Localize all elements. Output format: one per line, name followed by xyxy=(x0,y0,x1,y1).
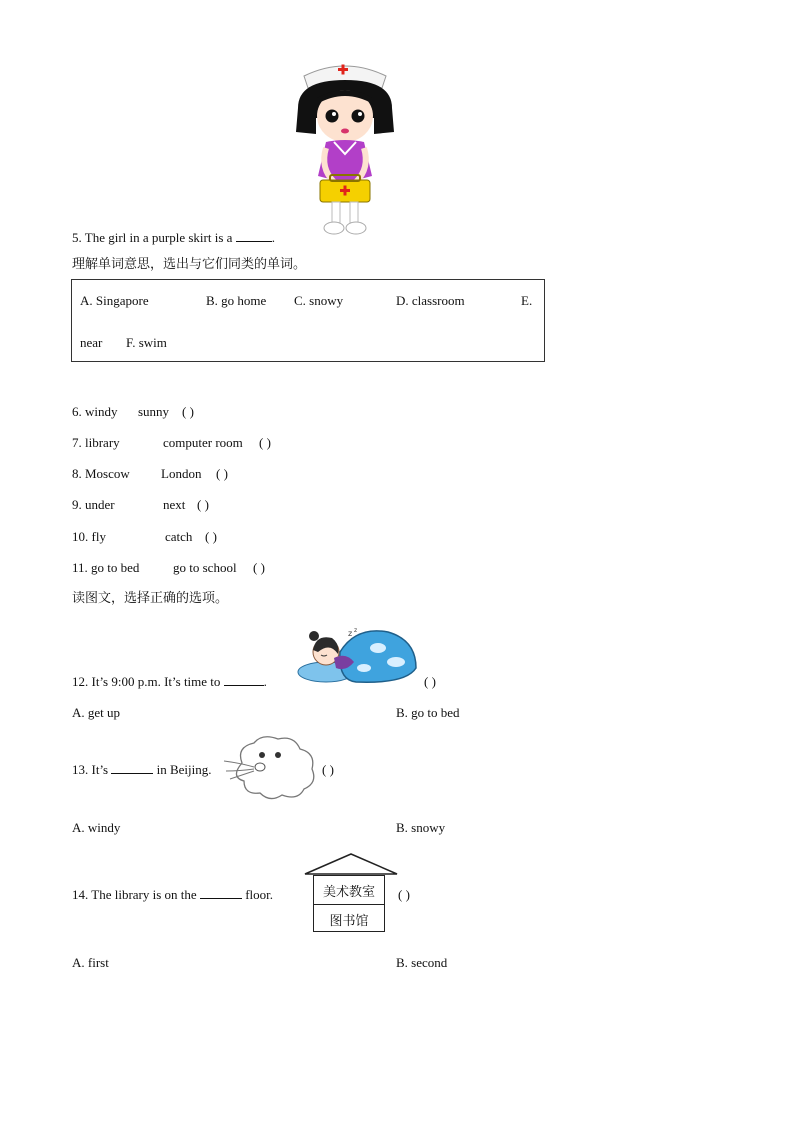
question-6-answer-parens[interactable]: ( ) xyxy=(182,404,194,419)
question-6-word1: 6. windy xyxy=(72,404,118,419)
answer-blank[interactable] xyxy=(236,230,272,242)
question-7-word2: computer room xyxy=(163,435,243,450)
floor-2-label: 美术教室 xyxy=(314,876,384,905)
option-e-word: near xyxy=(80,335,103,350)
question-9-word1: 9. under xyxy=(72,497,115,512)
question-14-option-a[interactable]: A. first xyxy=(72,955,109,970)
question-9-answer-parens[interactable]: ( ) xyxy=(197,497,209,512)
floor-1-label: 图书馆 xyxy=(329,913,369,929)
option-b: B. go home xyxy=(206,293,267,308)
question-8-answer-parens[interactable]: ( ) xyxy=(216,466,228,481)
answer-blank[interactable] xyxy=(224,674,264,686)
question-11-answer-parens[interactable]: ( ) xyxy=(253,560,265,575)
building-roof-icon xyxy=(303,852,399,876)
question-6-word2: sunny xyxy=(138,404,170,419)
question-5-end: . xyxy=(271,230,275,245)
question-11-word1: 11. go to bed xyxy=(72,560,140,575)
question-12-option-b[interactable]: B. go to bed xyxy=(396,705,460,720)
question-14-end: floor. xyxy=(241,887,273,902)
question-13-option-a[interactable]: A. windy xyxy=(72,820,121,835)
sleeping-girl-illustration xyxy=(296,622,420,686)
question-5 xyxy=(72,230,275,246)
question-11-word2: go to school xyxy=(173,560,237,575)
question-12-end: . xyxy=(263,674,267,689)
question-14-text: 14. The library is on the xyxy=(72,887,200,902)
windy-cloud-illustration xyxy=(222,733,318,803)
answer-blank[interactable] xyxy=(200,887,242,899)
question-14-option-b[interactable]: B. second xyxy=(396,955,448,970)
option-d: D. classroom xyxy=(396,293,465,308)
section-instruction-classify: 理解单词意思，选出与它们同类的单词。 xyxy=(72,257,307,272)
question-5-text: 5. The girl in a purple skirt is a xyxy=(72,230,236,245)
question-10-word2: catch xyxy=(165,529,193,544)
question-13-option-b[interactable]: B. snowy xyxy=(396,820,446,835)
question-12-option-a[interactable]: A. get up xyxy=(72,705,121,720)
nurse-girl-illustration xyxy=(290,58,400,238)
question-14-answer-parens[interactable]: ( ) xyxy=(398,887,410,902)
question-13-text: 13. It’s xyxy=(72,762,112,777)
question-10-answer-parens[interactable]: ( ) xyxy=(205,529,217,544)
question-13 xyxy=(72,762,212,778)
question-12 xyxy=(72,674,267,690)
question-7-answer-parens[interactable]: ( ) xyxy=(259,435,271,450)
question-13-answer-parens[interactable]: ( ) xyxy=(322,762,334,777)
option-c: C. snowy xyxy=(294,293,344,308)
question-10-word1: 10. fly xyxy=(72,529,106,544)
question-9-word2: next xyxy=(163,497,186,512)
section-instruction-read: 读图文，选择正确的选项。 xyxy=(72,591,229,606)
question-13-end: in Beijing. xyxy=(153,762,212,777)
option-e: E. xyxy=(521,293,533,308)
question-8-word2: London xyxy=(161,466,202,481)
option-f: F. swim xyxy=(126,335,167,350)
question-8-word1: 8. Moscow xyxy=(72,466,130,481)
svg-text:z: z xyxy=(348,629,353,638)
building-floors xyxy=(313,875,385,932)
question-12-answer-parens[interactable]: ( ) xyxy=(424,674,436,689)
option-a: A. Singapore xyxy=(80,293,149,308)
svg-text:z: z xyxy=(354,627,358,634)
question-7-word1: 7. library xyxy=(72,435,120,450)
answer-blank[interactable] xyxy=(111,762,153,774)
question-12-text: 12. It’s 9:00 p.m. It’s time to xyxy=(72,674,224,689)
question-14 xyxy=(72,887,273,903)
